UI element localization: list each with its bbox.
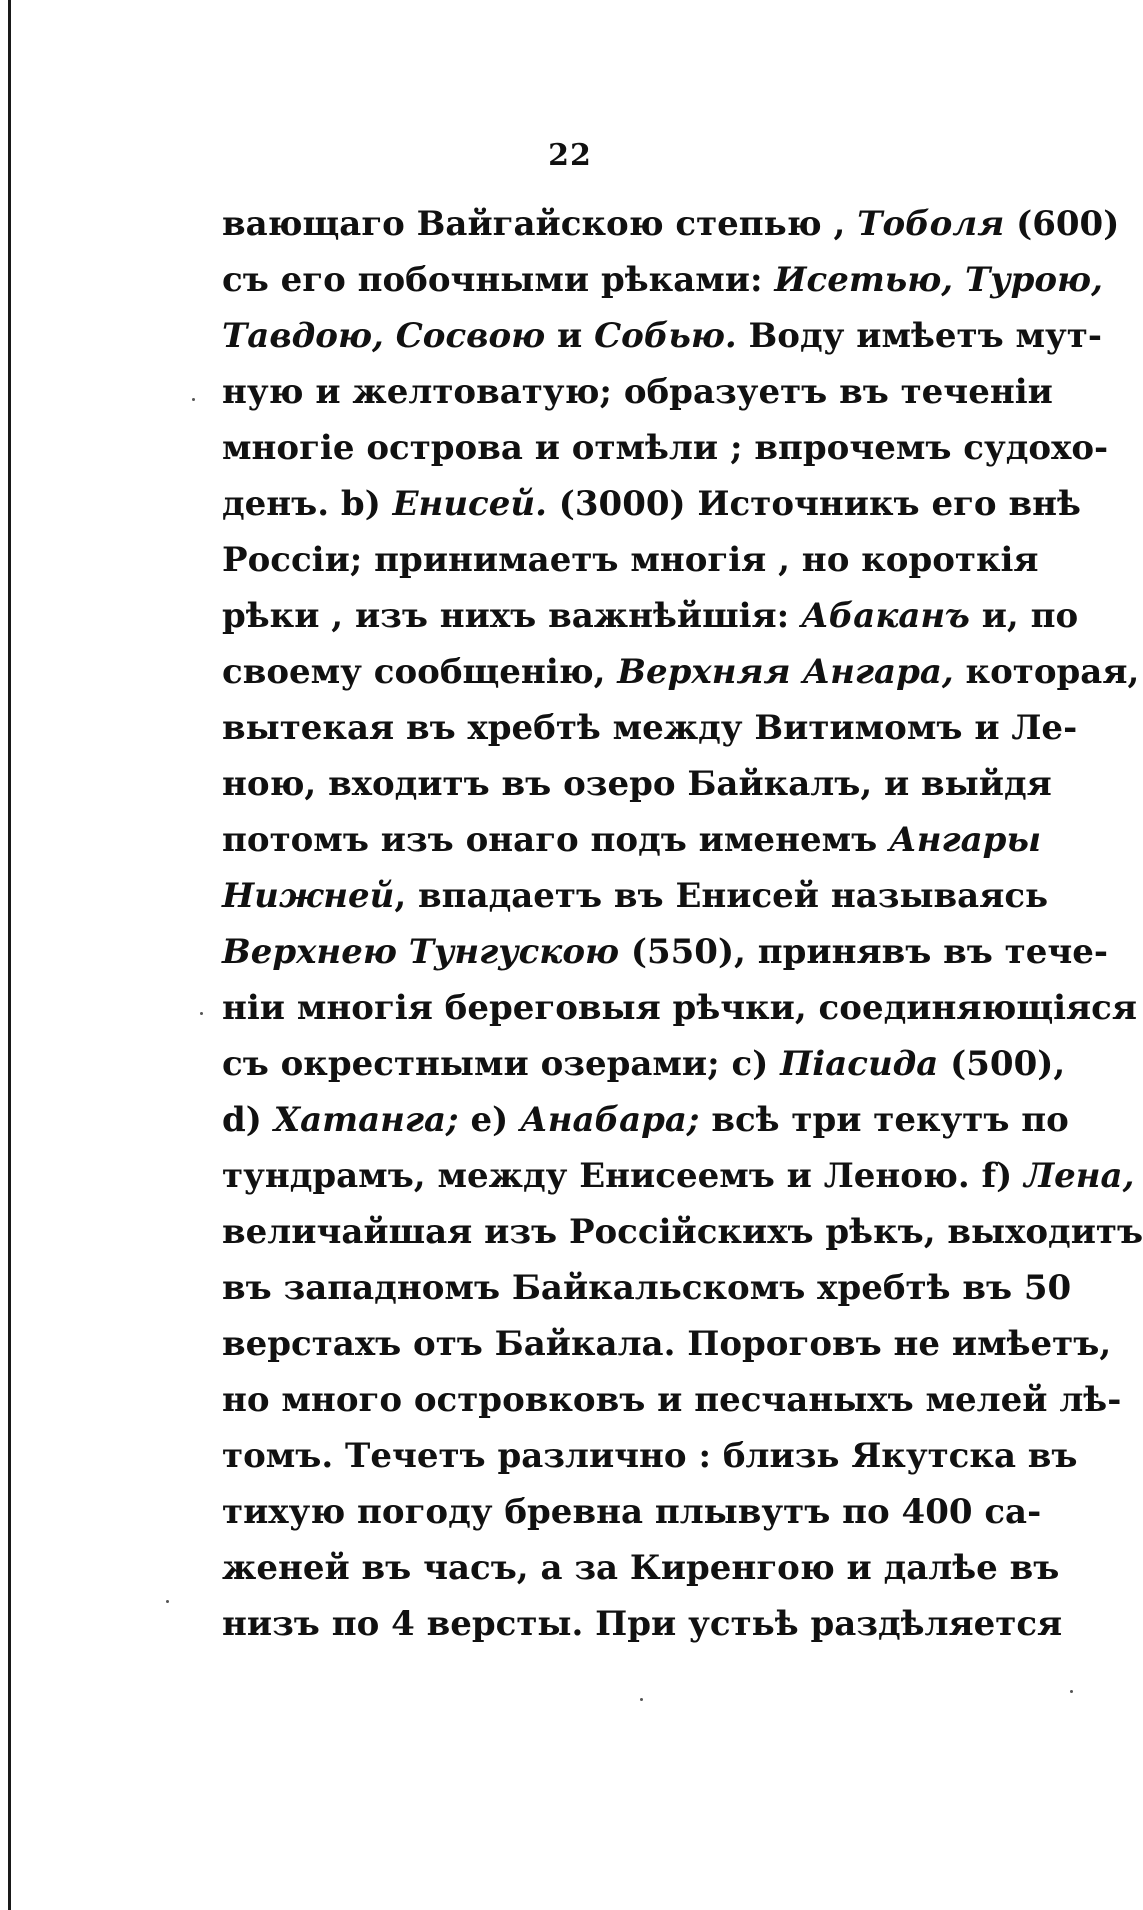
text-segment: съ окрестными озерами; c) [222,1044,781,1084]
text-segment: , впадаетъ въ Енисей называясь [394,876,1049,916]
text-segment: ную и желтоватую; образуетъ въ теченіи [222,372,1053,412]
text-line [222,1428,1078,1484]
text-segment: (500), [938,1044,1066,1084]
italic-text: Нижней [222,876,395,916]
text-segment: ніи многія береговыя рѣчки, соединяющіяся [222,988,1137,1028]
text-segment: въ западномъ Байкальскомъ хребтѣ въ 50 [222,1268,1072,1308]
print-speck [166,1600,169,1603]
text-line [222,1316,1112,1372]
text-line [222,588,1079,644]
text-segment: Воду имѣетъ мут- [736,316,1102,356]
text-line [222,644,1140,700]
text-segment: своему сообщенію, [222,652,618,692]
italic-text: Анабара; [520,1100,700,1140]
text-line [222,1204,1143,1260]
text-segment: Россіи; принимаетъ многія , но короткія [222,540,1039,580]
text-segment: женей въ часъ, а за Киренгою и далѣе въ [222,1548,1060,1588]
text-segment: вытекая въ хребтѣ между Витимомъ и Ле- [222,708,1078,748]
text-line [222,1036,1066,1092]
text-segment: съ его побочными рѣками: [222,260,775,300]
text-segment: и [545,316,595,356]
italic-text: Лена, [1024,1156,1135,1196]
italic-text: Верхнею Тунгускою [222,932,620,972]
text-line [222,1260,1072,1316]
italic-text: Собью. [594,316,737,356]
italic-text: Исетью, Турою, [774,260,1103,300]
page-edge-line [8,0,11,1910]
text-segment: потомъ изъ онаго подъ именемъ [222,820,890,860]
text-line [222,868,1049,924]
text-segment: вающаго Вайгайскою степью , [222,204,858,244]
text-segment: e) [458,1100,521,1140]
print-speck [640,1698,643,1701]
text-line [222,532,1039,588]
text-segment: ною, входитъ въ озеро Байкалъ, и выйдя [222,764,1052,804]
text-segment: многіе острова и отмѣли ; впрочемъ судохо- [222,428,1109,468]
text-segment: которая, [953,652,1140,692]
text-line [222,252,1103,308]
text-segment: (3000) Источникъ его внѣ [546,484,1081,524]
text-line [222,980,1137,1036]
text-line [222,476,1081,532]
body-text [222,196,1143,1652]
text-line [222,1596,1063,1652]
text-segment: низъ по 4 версты. При устьѣ раздѣляется [222,1604,1063,1644]
text-segment: всѣ три текутъ по [699,1100,1069,1140]
text-segment: (550), принявъ въ тече- [619,932,1108,972]
print-speck [200,1012,203,1015]
text-segment: рѣки , изъ нихъ важнѣйшія: [222,596,802,636]
italic-text: Тавдою, Сосвою [222,316,546,356]
text-line [222,420,1109,476]
text-segment: но много островковъ и песчаныхъ мелей лѣ- [222,1380,1122,1420]
text-line [222,756,1052,812]
text-line [222,1540,1060,1596]
italic-text: Ангары [889,820,1042,860]
italic-text: Хатанга; [273,1100,459,1140]
text-segment: верстахъ отъ Байкала. Пороговъ не имѣетъ, [222,1324,1112,1364]
text-line [222,700,1078,756]
print-speck [1070,1690,1073,1693]
text-line [222,1148,1135,1204]
italic-text: Енисей. [392,484,547,524]
text-line [222,1484,1042,1540]
text-line [222,1372,1122,1428]
text-segment: тихую погоду бревна плывутъ по 400 са- [222,1492,1042,1532]
text-line [222,308,1102,364]
text-line [222,812,1042,868]
text-segment: (600) [1004,204,1120,244]
italic-text: Тоболя [857,204,1005,244]
italic-text: Піасида [780,1044,939,1084]
page-number: 22 [548,138,592,173]
text-line [222,364,1053,420]
text-segment: денъ. b) [222,484,393,524]
text-line [222,924,1108,980]
text-segment: томъ. Течетъ различно : близь Якутска въ [222,1436,1078,1476]
text-segment: тундрамъ, между Енисеемъ и Леною. f) [222,1156,1025,1196]
text-segment: и, по [969,596,1079,636]
text-line [222,196,1120,252]
print-speck [192,398,195,401]
text-segment: d) [222,1100,274,1140]
text-segment: величайшая изъ Россійскихъ рѣкъ, выходитъ [222,1212,1143,1252]
italic-text: Верхняя Ангара, [617,652,954,692]
italic-text: Абаканъ [801,596,970,636]
text-line [222,1092,1069,1148]
